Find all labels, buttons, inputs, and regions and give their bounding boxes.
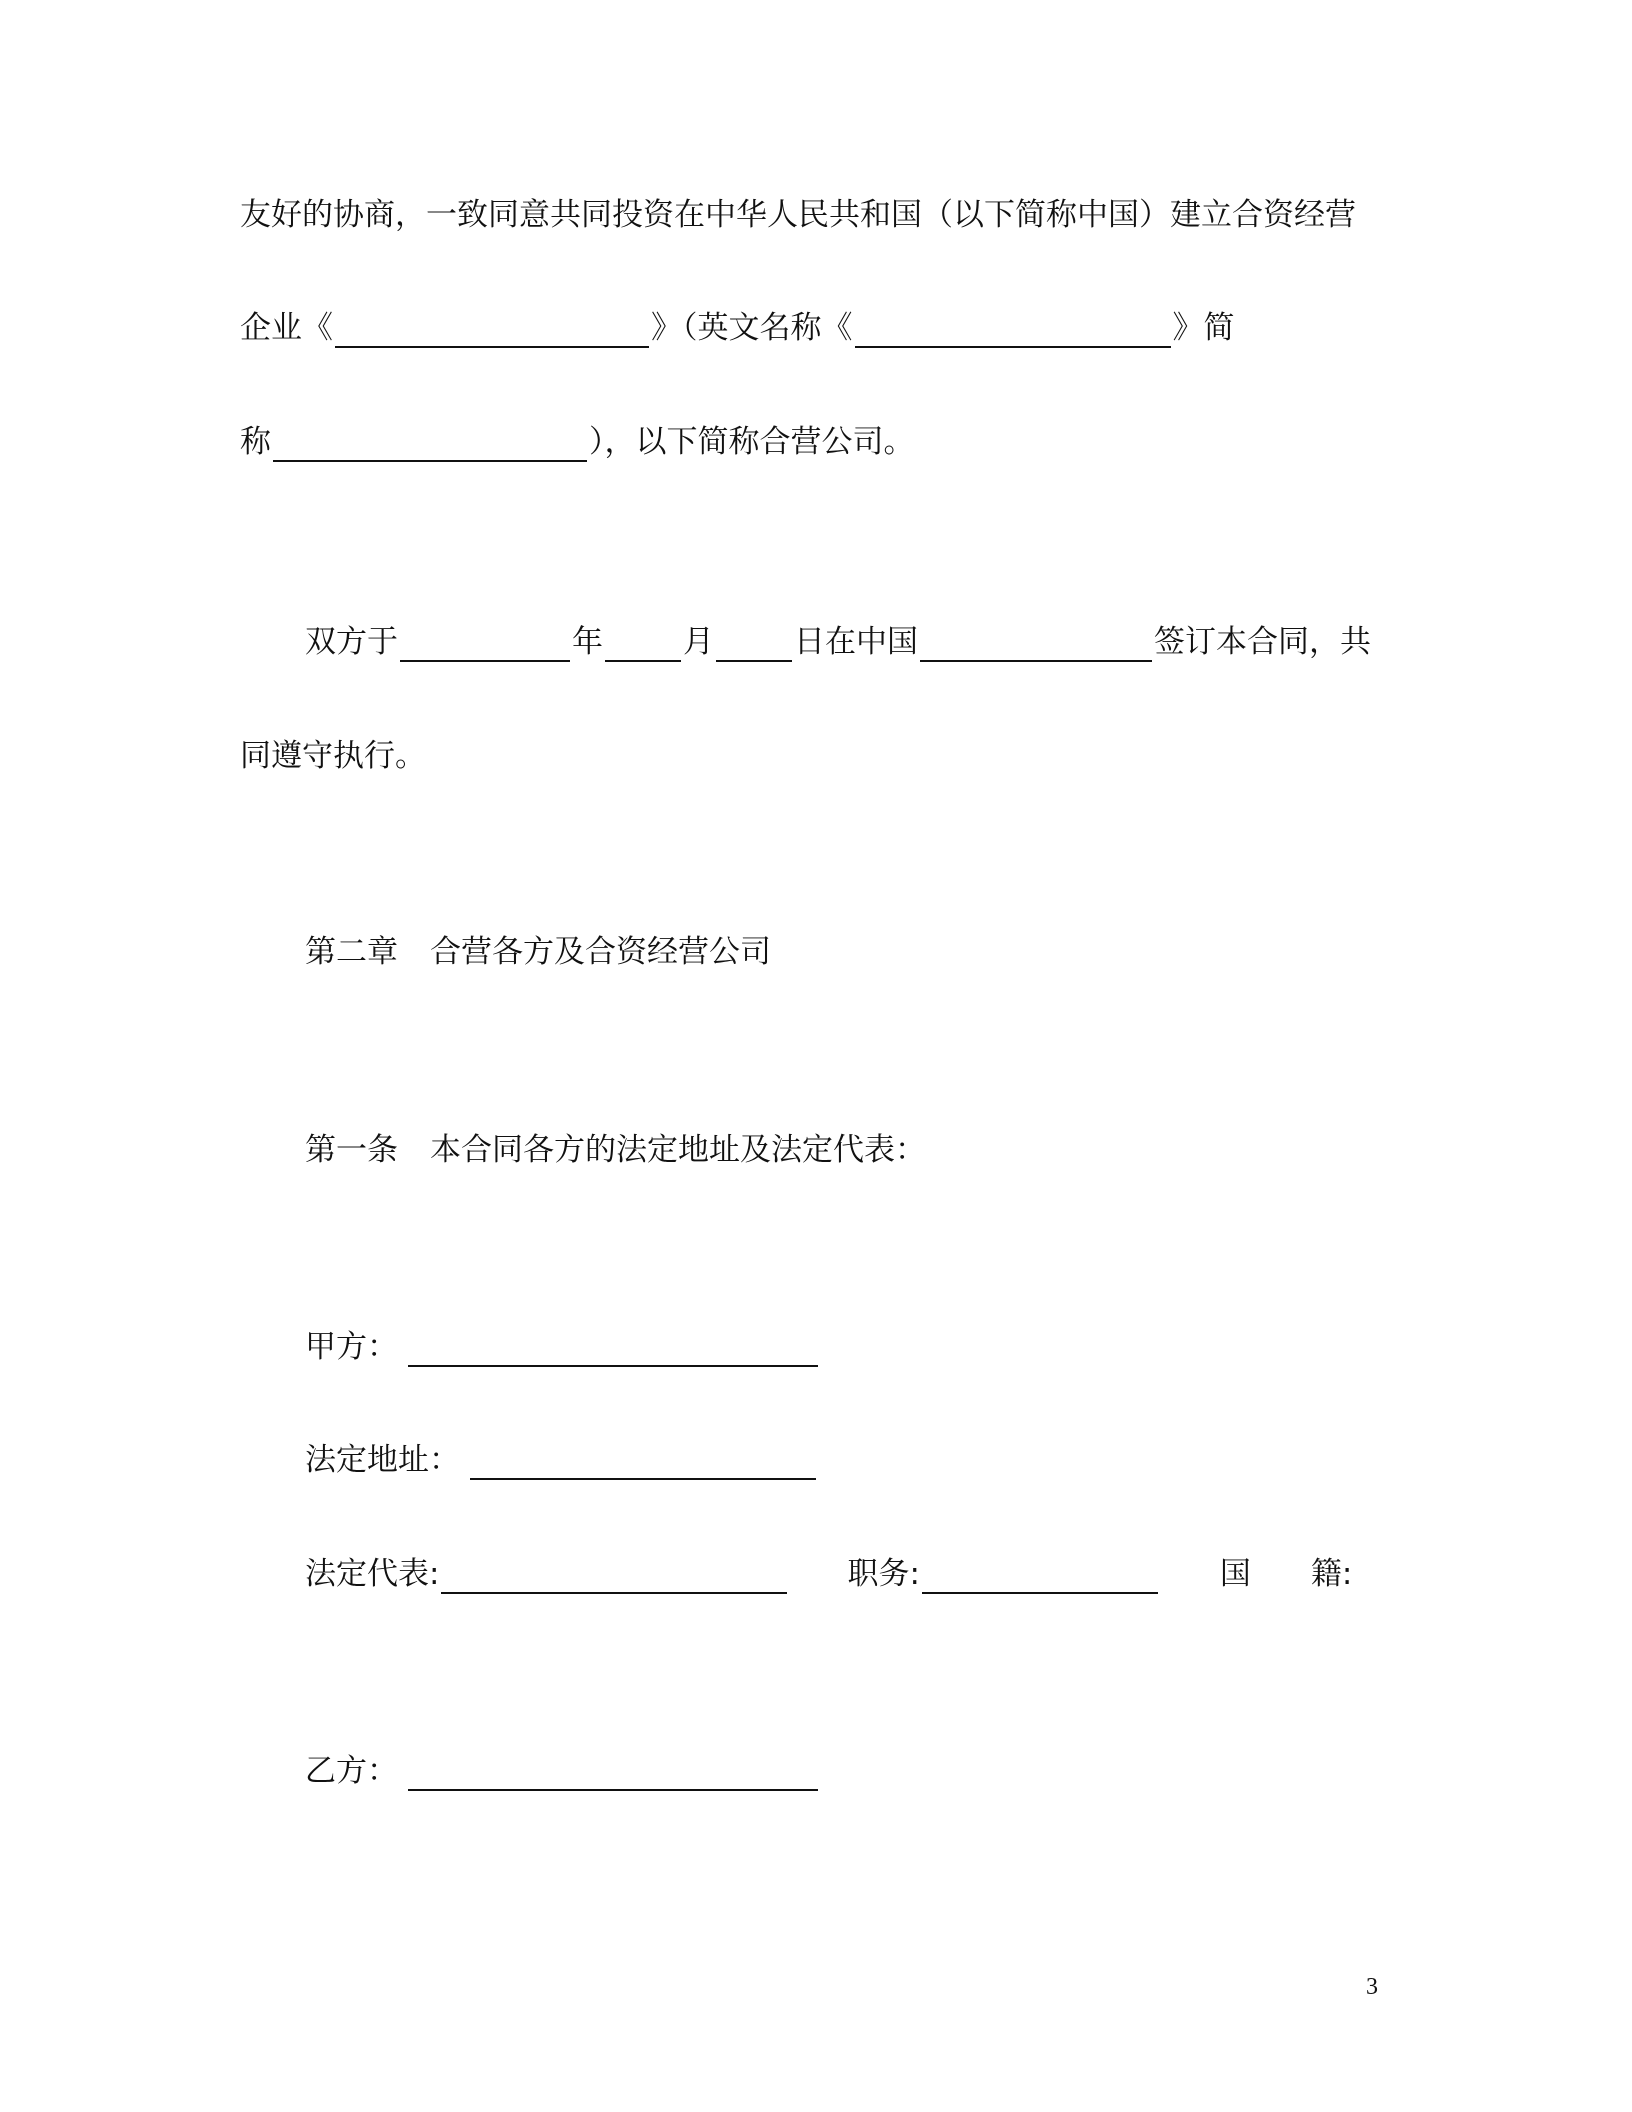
paragraph1-line1-text: 友好的协商，一致同意共同投资在中华人民共和国（以下简称中国）建立合资经营	[240, 197, 1356, 233]
article-number: 第一条	[305, 1132, 398, 1168]
paragraph1-line3-suffix: ），以下简称合营公司。	[589, 424, 915, 460]
month-label: 月	[683, 624, 714, 660]
nationality-label-part1: 国	[1219, 1556, 1251, 1592]
article-text: 本合同各方的法定地址及法定代表：	[430, 1132, 926, 1168]
position-blank	[922, 1556, 1158, 1594]
signing-year-blank	[400, 624, 570, 662]
party-a-line	[305, 1327, 820, 1367]
paragraph1-line2	[240, 308, 1235, 348]
party-b-line	[305, 1751, 820, 1791]
signing-place-blank	[920, 624, 1152, 662]
paragraph2-line2	[240, 736, 426, 776]
company-chinese-name-blank	[335, 310, 649, 348]
abbreviation-prefix: 》简	[1172, 310, 1235, 346]
paragraph1-line3	[240, 422, 915, 462]
party-a-representative-line	[305, 1554, 1352, 1594]
page-number: 3	[1366, 1974, 1378, 2000]
abbreviation-label: 称	[240, 424, 271, 460]
english-name-prefix: 》（英文名称《	[651, 310, 853, 346]
party-b-name-blank	[408, 1753, 818, 1791]
company-english-name-blank	[855, 310, 1171, 348]
legal-representative-label: 法定代表:	[305, 1556, 440, 1592]
paragraph2-line1	[305, 622, 1371, 662]
party-a-label: 甲方：	[305, 1329, 398, 1365]
signing-month-blank	[605, 624, 681, 662]
legal-address-label: 法定地址：	[305, 1442, 460, 1478]
chapter-number: 第二章	[305, 934, 398, 970]
nationality-label-part2: 籍:	[1310, 1556, 1353, 1592]
article-1	[305, 1130, 926, 1170]
day-place-label: 日在中国	[794, 624, 918, 660]
paragraph2-line2-text: 同遵守执行。	[240, 738, 426, 774]
legal-address-blank	[470, 1442, 816, 1480]
year-label: 年	[572, 624, 603, 660]
company-abbreviation-blank	[273, 424, 587, 462]
company-name-prefix: 企业《	[240, 310, 333, 346]
signing-day-blank	[716, 624, 792, 662]
legal-representative-blank	[441, 1556, 787, 1594]
signing-prefix: 双方于	[305, 624, 398, 660]
party-b-label: 乙方：	[305, 1753, 398, 1789]
party-a-name-blank	[408, 1329, 818, 1367]
party-a-address-line	[305, 1440, 818, 1480]
paragraph1-line1	[240, 195, 1356, 235]
chapter-title	[305, 932, 771, 972]
chapter-text: 合营各方及合资经营公司	[430, 934, 771, 970]
position-label: 职务:	[847, 1556, 920, 1592]
signing-suffix: 签订本合同，共	[1154, 624, 1371, 660]
